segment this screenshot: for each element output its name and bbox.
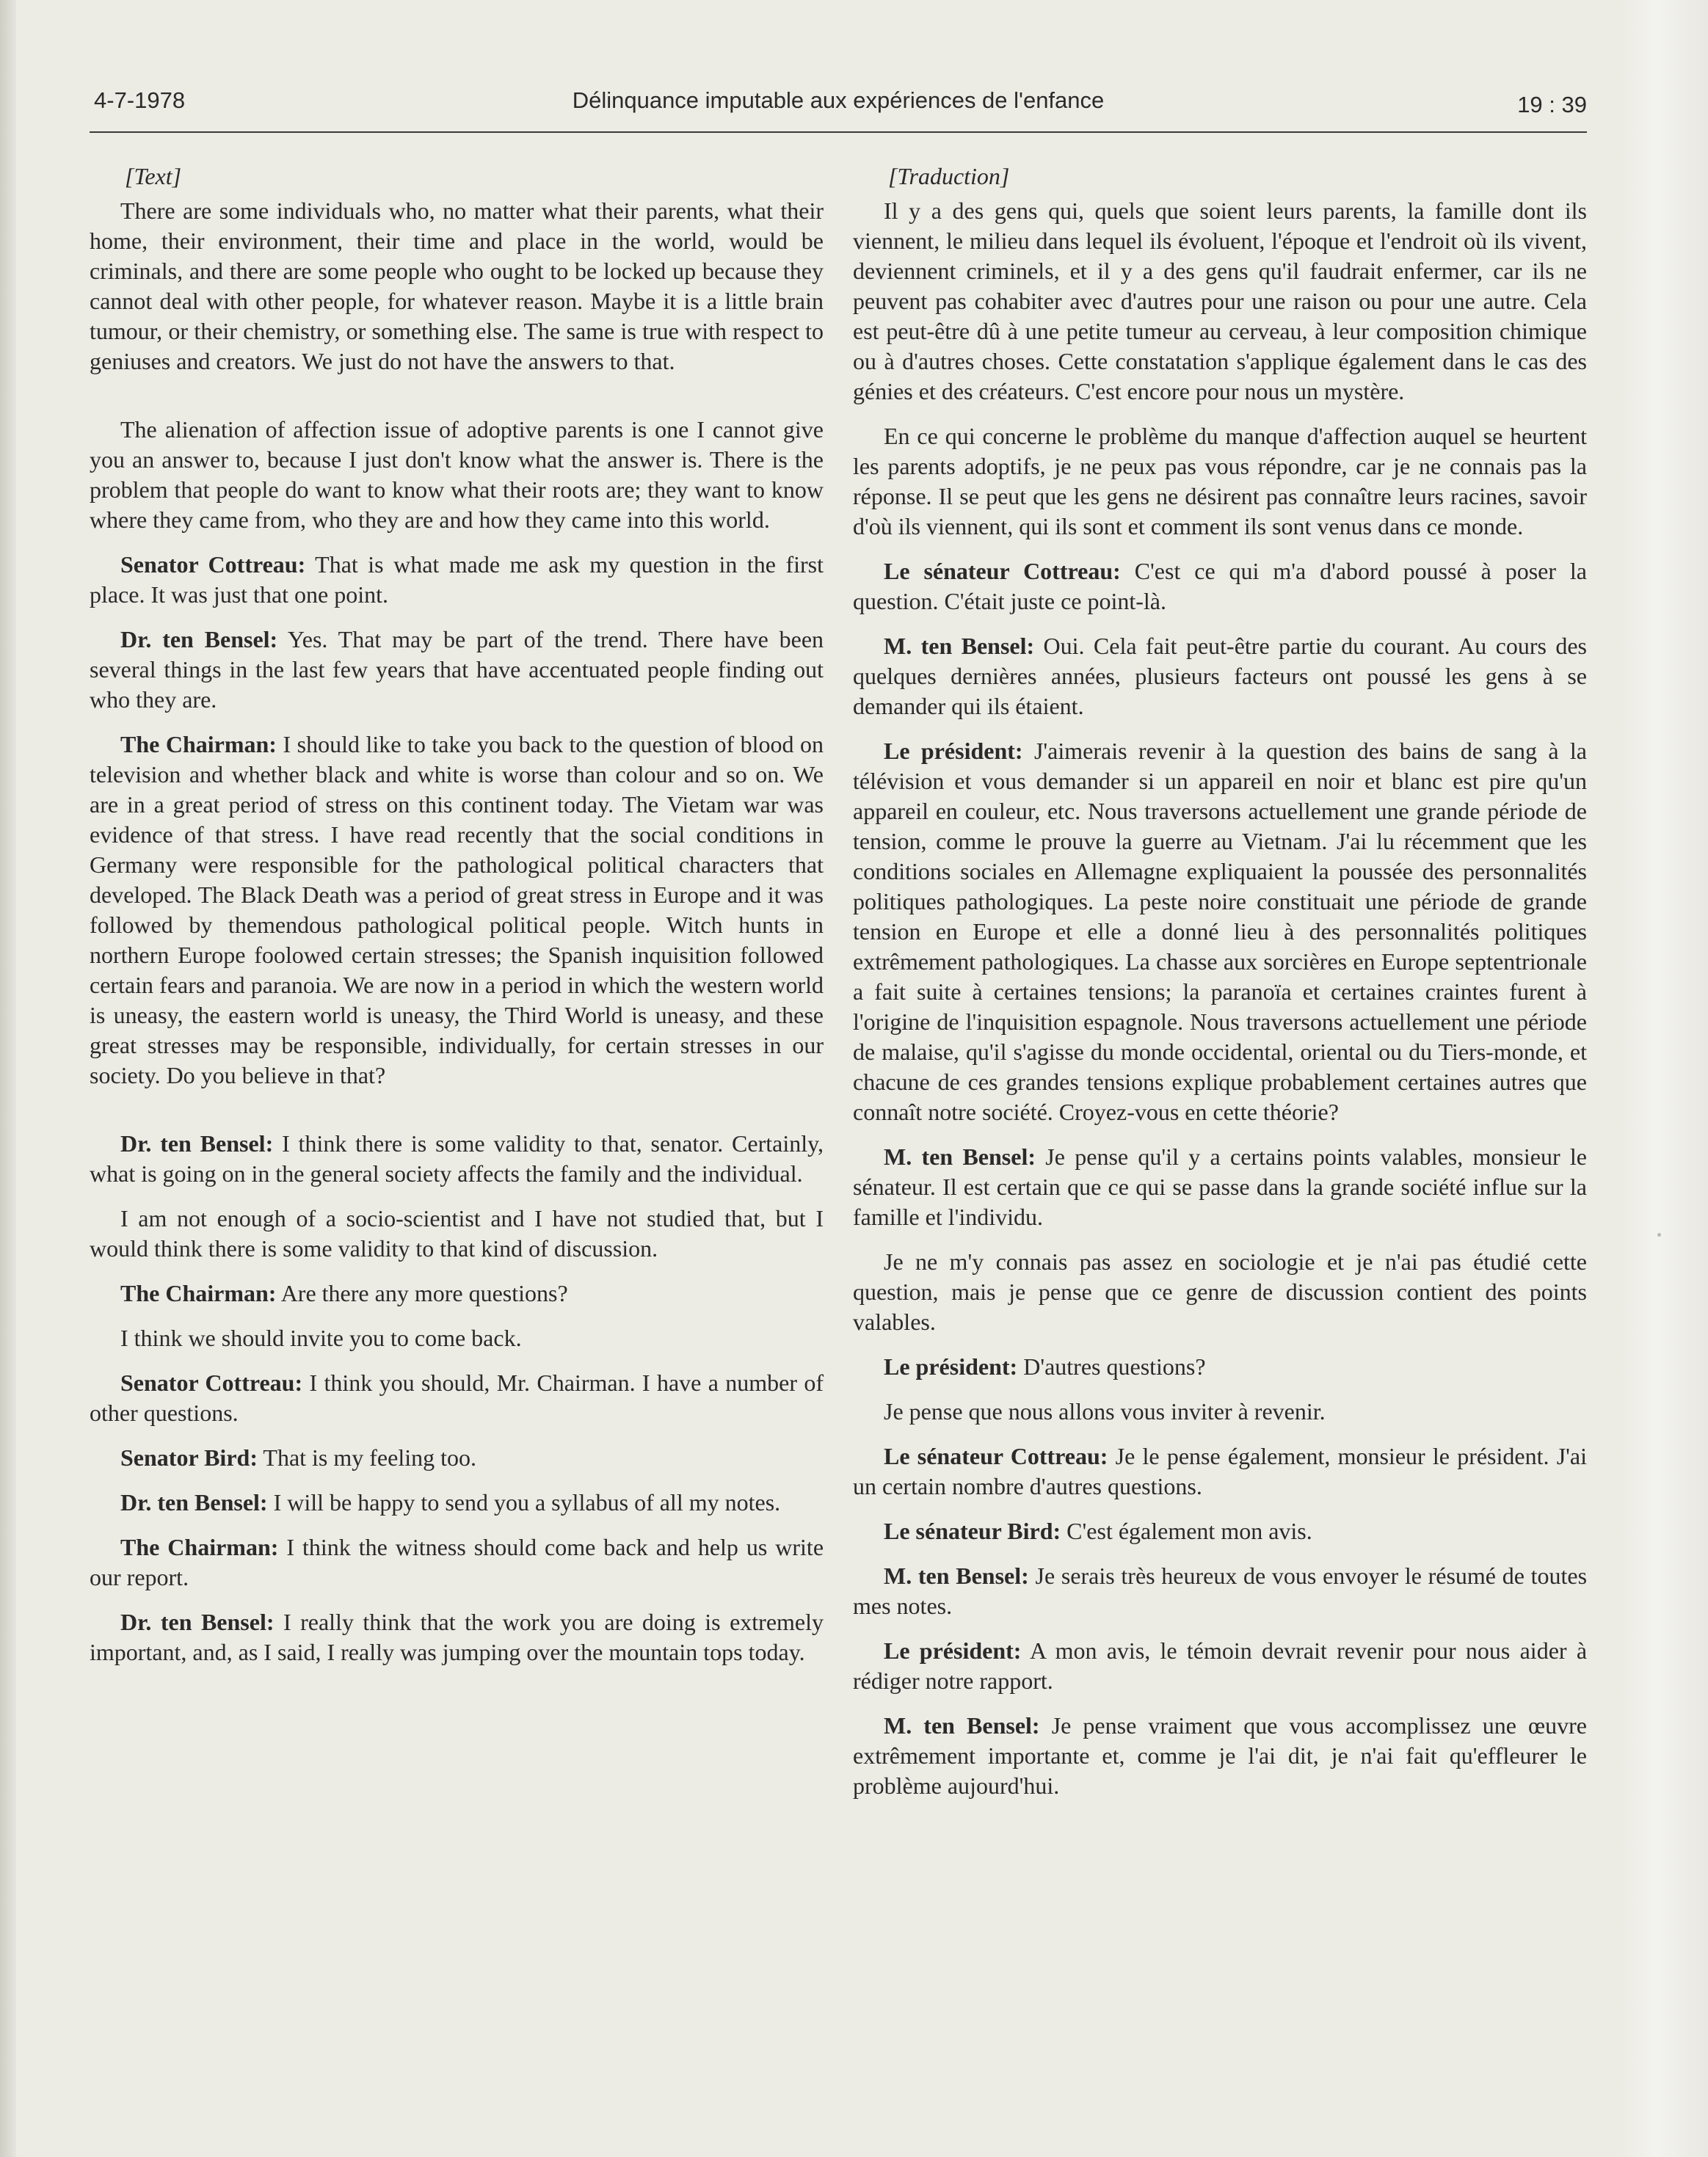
french-column (853, 161, 1587, 1816)
transcript-paragraph (90, 1204, 824, 1264)
header-title: Délinquance imputable aux expériences de l'enfance (572, 87, 1105, 113)
paragraph-text: Je pense vraiment que vous accomplissez une œuvre extrêmement importante et, comme je l'ai dit, je n'ai fait qu'effleurer le problème aujourd'hui. (853, 1712, 1588, 1799)
speaker-name: M. ten Bensel: (884, 633, 1035, 659)
paragraph-text: I think we should invite you to come back. (120, 1325, 522, 1351)
paragraph-text: En ce qui concerne le problème du manque d'affection auquel se heurtent les parents adoptifs, je ne peux pas vous répondre, car je ne connais pas la réponse. Il se peut que les gens ne désirent pas connaître leurs racines, savoir d'où ils viennent, qui ils sont et comment ils sont venus dans ce monde. (853, 423, 1587, 539)
paragraph-text: I think the witness should come back and help us write our report. (90, 1534, 824, 1590)
speaker-name: Le sénateur Bird: (884, 1518, 1061, 1544)
transcript-paragraph (90, 730, 824, 1091)
paragraph-text: C'est également mon avis. (1066, 1518, 1312, 1544)
transcript-paragraph (853, 631, 1587, 721)
speaker-name: The Chairman: (120, 1280, 277, 1306)
transcript-paragraph (853, 736, 1587, 1127)
speaker-name: Le président: (884, 1637, 1022, 1664)
transcript-paragraph (90, 1607, 824, 1667)
section-label-text: [Text] (125, 163, 182, 189)
speaker-name: M. ten Bensel: (884, 1143, 1036, 1170)
section-label-text: [Traduction] (888, 163, 1010, 189)
transcript-paragraph (853, 556, 1587, 616)
paper-speck (1657, 1233, 1661, 1237)
paragraph-text: I will be happy to send you a syllabus of all my notes. (273, 1489, 781, 1516)
transcript-paragraph (90, 550, 824, 610)
paragraph-text: C'est ce qui m'a d'abord poussé à poser la question. C'était juste ce point-là. (853, 558, 1588, 614)
speaker-name: Dr. ten Bensel: (120, 1130, 274, 1157)
page-header (90, 84, 1587, 133)
paragraph-text: I really think that the work you are doing is extremely important, and, as I said, I really was jumping over the mountain tops today. (90, 1609, 824, 1665)
paragraph-text: A mon avis, le témoin devrait revenir pour nous aider à rédiger notre rapport. (853, 1637, 1588, 1694)
speaker-name: The Chairman: (120, 731, 277, 757)
speaker-name: Le sénateur Cottreau: (884, 558, 1121, 584)
page-edge (1620, 0, 1708, 2157)
transcript-paragraph (853, 1636, 1587, 1696)
transcript-paragraph (90, 196, 824, 377)
paragraph-text: Je pense que nous allons vous inviter à revenir. (884, 1398, 1326, 1425)
english-column (90, 161, 824, 1682)
speaker-name: Senator Cottreau: (120, 1370, 303, 1396)
right-column-label (853, 161, 1587, 192)
transcript-paragraph (853, 196, 1587, 407)
header-page-number: 19 : 39 (1517, 92, 1587, 117)
transcript-paragraph (90, 415, 824, 535)
paragraph-text: There are some individuals who, no matter what their parents, what their home, their environment, their time and place in the world, would be criminals, and there are some people who ought to be locked up because they cannot deal with other people, for whatever reason. Maybe it is a little brain tumour, or their chemistry, or something else. The same is true with respect to geniuses and creators. We just do not have the answers to that. (90, 197, 824, 374)
transcript-paragraph (853, 1397, 1587, 1427)
transcript-paragraph (853, 1352, 1587, 1382)
transcript-paragraph (90, 1488, 824, 1518)
paragraph-text: That is my feeling too. (263, 1444, 476, 1471)
paragraph-text: D'autres questions? (1023, 1353, 1206, 1380)
paragraph-text: I should like to take you back to the question of blood on television and whether black and white is worse than colour and so on. We are in a great period of stress on this continent today. The Vietam war was evidence of that stress. I have read recently that the social conditions in Germany were responsible for the pathological political characters that developed. The Black Death was a period of great stress in Europe and it was followed by themendous pathological political people. Witch hunts in northern Europe foolowed certain stresses; the Spanish inquisition followed certain fears and paranoia. We are now in a period in which the western world is uneasy, the eastern world is uneasy, the Third World is uneasy, and these great stresses may be responsible, individually, for certain stresses in our society. Do you believe in that? (90, 731, 824, 1088)
transcript-paragraph (853, 1516, 1587, 1546)
speaker-name: Senator Bird: (120, 1444, 258, 1471)
paragraph-text: Are there any more questions? (280, 1280, 568, 1306)
speaker-name: Senator Cottreau: (120, 551, 306, 578)
transcript-paragraph (90, 1129, 824, 1189)
speaker-name: M. ten Bensel: (884, 1712, 1040, 1739)
paragraph-text: The alienation of affection issue of adoptive parents is one I cannot give you an answer to, because I just don't know what the answer is. There is the problem that people do want to know what their roots are; they want to know where they came from, who they are and how they came into this world. (90, 416, 824, 533)
paragraph-text: Je ne m'y connais pas assez en sociologie et je n'ai pas étudié cette question, mais je pense que ce genre de discussion contient des points valables. (853, 1248, 1587, 1335)
transcript-paragraph (853, 1247, 1587, 1337)
transcript-paragraph (853, 1561, 1587, 1621)
paragraph-text: Yes. That may be part of the trend. There have been several things in the last few years that have accentuated people finding out who they are. (90, 626, 824, 713)
page-spine-shadow (0, 0, 16, 2157)
speaker-name: The Chairman: (120, 1534, 279, 1560)
transcript-paragraph (853, 1441, 1587, 1502)
header-date: 4-7-1978 (94, 87, 186, 113)
transcript-paragraph (90, 1368, 824, 1428)
speaker-name: Le président: (884, 1353, 1018, 1380)
paragraph-text: Je serais très heureux de vous envoyer le résumé de toutes mes notes. (853, 1563, 1588, 1619)
transcript-paragraph (853, 421, 1587, 542)
speaker-name: Le sénateur Cottreau: (884, 1443, 1108, 1469)
paragraph-text: Je pense qu'il y a certains points valables, monsieur le sénateur. Il est certain que ce qui se passe dans la grande société influe sur la famille et l'individu. (853, 1143, 1587, 1230)
paragraph-text: I think you should, Mr. Chairman. I have a number of other questions. (90, 1370, 824, 1426)
transcript-paragraph (90, 625, 824, 715)
paragraph-text: I am not enough of a socio-scientist and I have not studied that, but I would think there is some validity to that kind of discussion. (90, 1205, 824, 1262)
paragraph-text: Je le pense également, monsieur le président. J'ai un certain nombre d'autres questions. (853, 1443, 1588, 1499)
speaker-name: Dr. ten Bensel: (120, 1609, 275, 1635)
speaker-name: Le président: (884, 738, 1023, 764)
paragraph-text: I think there is some validity to that, senator. Certainly, what is going on in the general society affects the family and the individual. (90, 1130, 824, 1187)
transcript-paragraph (90, 1443, 824, 1473)
transcript-paragraph (853, 1142, 1587, 1232)
transcript-paragraph (90, 1323, 824, 1353)
paragraph-text: That is what made me ask my question in the first place. It was just that one point. (90, 551, 824, 608)
transcript-paragraph (853, 1711, 1587, 1801)
paragraph-text: Oui. Cela fait peut-être partie du courant. Au cours des quelques dernières années, plusieurs facteurs ont poussé les gens à se demander qui ils étaient. (853, 633, 1587, 719)
speaker-name: Dr. ten Bensel: (120, 626, 278, 652)
speaker-name: M. ten Bensel: (884, 1563, 1029, 1589)
paragraph-text: Il y a des gens qui, quels que soient leurs parents, la famille dont ils viennent, le milieu dans lequel ils évoluent, l'époque et l'endroit où ils vivent, deviennent criminels, et il y a des gens qu'il faudrait enfermer, car ils ne peuvent pas cohabiter avec d'autres pour une raison ou pour une autre. Cela est peut-être dû à une petite tumeur au cerveau, à leur composition chimique ou à d'autres choses. Cette constatation s'applique également dans le cas des génies et des créateurs. C'est encore pour nous un mystère. (853, 197, 1587, 404)
transcript-paragraph (90, 1278, 824, 1309)
left-column-label (90, 161, 824, 192)
speaker-name: Dr. ten Bensel: (120, 1489, 268, 1516)
paragraph-text: J'aimerais revenir à la question des bains de sang à la télévision et vous demander si un appareil en noir et blanc est pire qu'un appareil en couleur, etc. Nous traversons actuellement une grande période de tension, comme le prouve la guerre au Vietnam. J'ai lu récemment que les conditions sociales en Allemagne expliquaient la poussée des personnalités politiques pathologiques. La peste noire constituait une période de grande tension en Europe et elle a donné lieu à des personnalités politiques extrêmement pathologiques. La chasse aux sorcières en Europe septentrionale a fait suite à certaines tensions; la paranoïa et certaines craintes furent à l'origine de l'inquisition espagnole. Nous traversons actuellement une période de malaise, qu'il s'agisse du monde occidental, oriental ou du Tiers-monde, et chacune de ces grandes tensions explique probablement certaines autres que connaît notre société. Croyez-vous en cette théorie? (853, 738, 1588, 1125)
transcript-paragraph (90, 1532, 824, 1593)
